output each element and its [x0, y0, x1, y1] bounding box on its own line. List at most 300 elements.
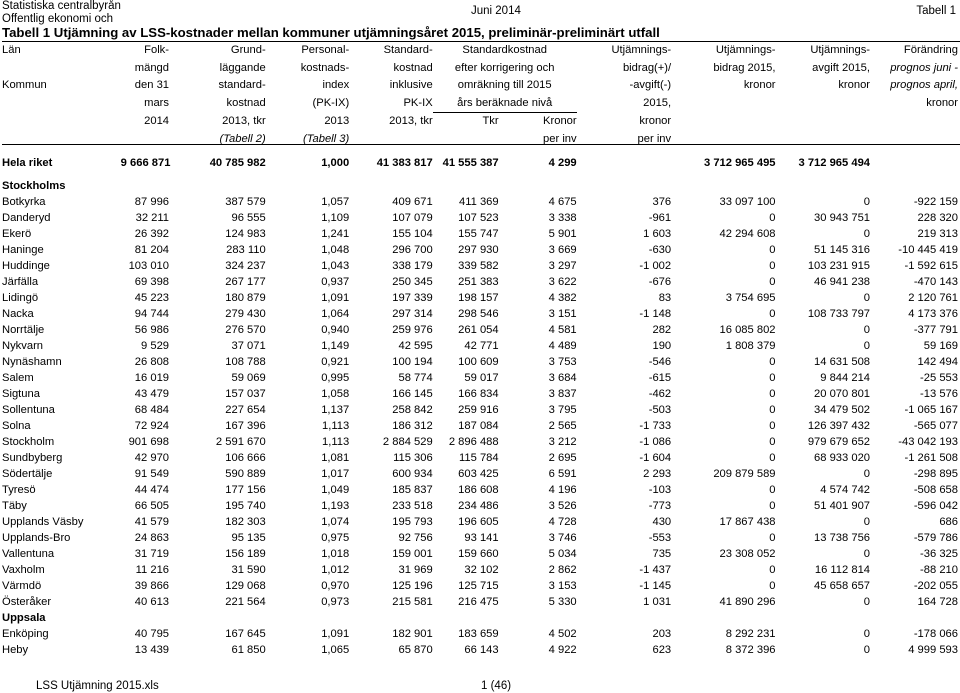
value-cell: 37 071	[231, 340, 266, 352]
value-cell: 9 666 871	[120, 157, 171, 169]
header-row	[2, 77, 958, 95]
value-cell: 215 581	[392, 596, 433, 608]
value-cell: 2 591 670	[215, 436, 266, 448]
municipality-name: Nykvarn	[2, 340, 44, 352]
spacer-cell	[2, 148, 958, 155]
value-cell: 180 879	[225, 292, 266, 304]
table-row	[2, 450, 958, 466]
header-cell-tkr: Tkr	[482, 115, 499, 127]
value-cell: 234 486	[458, 500, 499, 512]
value-cell: 155 104	[392, 228, 433, 240]
value-cell: 283 110	[226, 244, 266, 256]
value-cell: -462	[648, 388, 672, 400]
value-cell: 42 771	[464, 340, 499, 352]
value-cell: 6 591	[548, 468, 577, 480]
value-cell: 68 933 020	[814, 452, 871, 464]
value-cell: -961	[648, 212, 672, 224]
municipality-name: Sollentuna	[2, 404, 55, 416]
value-cell: 3 795	[548, 404, 577, 416]
value-cell: 61 850	[231, 644, 266, 656]
value-cell: 296 700	[392, 244, 433, 256]
value-cell: 182 901	[392, 628, 433, 640]
value-cell: 11 216	[135, 564, 170, 576]
value-cell: -676	[648, 276, 672, 288]
value-cell: 125 715	[458, 580, 499, 592]
value-cell: 185 837	[392, 484, 433, 496]
table-row	[2, 306, 958, 322]
county-group-row	[2, 178, 958, 194]
value-cell: 31 969	[398, 564, 433, 576]
table-body	[2, 148, 958, 658]
value-cell: 42 595	[398, 340, 433, 352]
value-cell: 686	[939, 516, 958, 528]
value-cell: 2 120 761	[908, 292, 958, 304]
header-cell-personalkostnadsindex: (PK-IX)	[312, 96, 350, 109]
value-cell: 0	[769, 308, 776, 320]
value-cell: 251 383	[458, 276, 499, 288]
municipality-name: Sundbyberg	[2, 452, 63, 464]
value-cell: -1 145	[639, 580, 672, 592]
value-cell: 3 712 965 494	[798, 157, 871, 169]
value-cell: -1 261 508	[904, 452, 958, 464]
value-cell: -773	[648, 500, 672, 512]
value-cell: 0	[863, 292, 871, 304]
value-cell: 623	[652, 644, 672, 656]
header-cell-utjamningsbidrag: bidrag 2015,	[713, 61, 776, 74]
value-cell: 3 338	[548, 212, 577, 224]
value-cell: 42 970	[134, 452, 170, 464]
value-cell: 0	[863, 516, 871, 528]
municipality-name: Täby	[2, 500, 27, 512]
value-cell: 183 659	[458, 628, 499, 640]
value-cell: 23 308 052	[719, 548, 776, 560]
value-cell: 0	[769, 452, 776, 464]
municipality-name: Botkyrka	[2, 196, 46, 208]
value-cell: -1 437	[639, 564, 672, 576]
table-row	[2, 530, 958, 546]
value-cell: -508 658	[913, 484, 958, 496]
table-row	[2, 354, 958, 370]
municipality-name: Heby	[2, 644, 29, 656]
value-cell: 3 837	[548, 388, 577, 400]
spacer-cell	[2, 171, 958, 178]
value-cell: 177 156	[225, 484, 266, 496]
value-cell: -503	[648, 404, 672, 416]
table-row	[2, 258, 958, 274]
value-cell: 735	[652, 548, 672, 560]
value-cell: 276 570	[225, 324, 266, 336]
value-cell: 338 179	[392, 260, 433, 272]
header-cell-utjamningsbidrag: Utjämnings-	[715, 44, 776, 56]
value-cell: 186 312	[392, 420, 433, 432]
value-cell: 155 747	[458, 228, 499, 240]
value-cell: 5 330	[548, 596, 577, 608]
value-cell: 33 097 100	[719, 196, 776, 208]
value-cell: 216 475	[458, 596, 499, 608]
value-cell: 157 037	[225, 388, 266, 400]
value-cell: 4 173 376	[908, 308, 958, 320]
value-cell: 3 754 695	[725, 292, 776, 304]
value-cell	[577, 155, 672, 171]
municipality-name: Haninge	[2, 244, 44, 256]
value-cell: 3 684	[548, 372, 577, 384]
municipality-name: Sigtuna	[2, 388, 40, 400]
value-cell: 41 383 817	[376, 157, 433, 169]
value-cell: 1,018	[321, 548, 350, 560]
value-cell: 31 590	[231, 564, 266, 576]
value-cell: 1,113	[322, 436, 350, 448]
value-cell: 167 396	[225, 420, 266, 432]
value-cell: 1,241	[321, 228, 350, 240]
footer-page-number: 1 (46)	[481, 680, 512, 692]
value-cell: 298 546	[458, 308, 499, 320]
municipality-name: Upplands-Bro	[2, 532, 71, 544]
value-cell: 0,970	[321, 580, 350, 592]
header-cell-personalkostnadsindex: kostnads-	[300, 61, 350, 74]
value-cell: 1,149	[321, 340, 350, 352]
value-cell: 17 867 438	[719, 516, 776, 528]
value-cell: 0,940	[321, 324, 350, 336]
spacer-row	[2, 148, 958, 155]
value-cell: 9 844 214	[820, 372, 871, 384]
header-cell-utjamningsavgift	[776, 95, 871, 113]
value-cell: 93 141	[464, 532, 499, 544]
value-cell: 1,091	[321, 292, 350, 304]
value-cell: 186 608	[458, 484, 499, 496]
header-cell-lan-kommun	[2, 113, 121, 131]
value-cell: 59 169	[923, 340, 958, 352]
value-cell: 0	[769, 260, 776, 272]
value-cell: -13 576	[920, 388, 958, 400]
table-row	[2, 242, 958, 258]
county-name: Stockholms	[2, 180, 66, 192]
value-cell: 167 645	[225, 628, 266, 640]
value-cell: 8 292 231	[725, 628, 776, 640]
value-cell: 59 069	[231, 372, 266, 384]
value-cell: -298 895	[913, 468, 958, 480]
county-name: Uppsala	[2, 612, 46, 624]
municipality-name: Ekerö	[2, 228, 32, 240]
value-cell: 8 372 396	[725, 644, 776, 656]
table-row	[2, 418, 958, 434]
value-cell: -579 786	[913, 532, 958, 544]
value-cell: 69 398	[134, 276, 170, 288]
municipality-name: Vallentuna	[2, 548, 55, 560]
value-cell: 0	[769, 564, 776, 576]
value-cell: 221 564	[225, 596, 266, 608]
value-cell: 65 870	[398, 644, 433, 656]
header-cell-utjamningsbidrag	[671, 95, 775, 113]
header-row	[2, 113, 958, 131]
value-cell: 3 669	[548, 244, 577, 256]
value-cell: 4 196	[548, 484, 577, 496]
value-cell: 1,057	[321, 196, 350, 208]
value-cell: 1,064	[321, 308, 350, 320]
header-cell-folkmangd: mängd	[134, 61, 170, 74]
value-cell: 103 010	[128, 260, 170, 272]
value-cell: 4 675	[548, 196, 577, 208]
value-cell: 0	[769, 500, 776, 512]
header-cell-personalkostnadsindex: Personal-	[301, 44, 350, 56]
value-cell: 100 609	[458, 356, 499, 368]
value-cell: 108 733 797	[807, 308, 871, 320]
header-cell-standardkostnad: Standard-	[383, 44, 433, 56]
header-cell-grundlaggande: standard-	[218, 79, 266, 91]
value-cell: 124 983	[225, 228, 266, 240]
value-cell: 30 943 751	[814, 212, 871, 224]
total-row	[2, 155, 958, 171]
value-cell: -202 055	[913, 580, 958, 592]
value-cell: 195 793	[392, 516, 433, 528]
value-cell: 279 430	[225, 308, 266, 320]
value-cell: 4 299	[548, 157, 577, 169]
value-cell: 1,137	[321, 404, 350, 416]
value-cell: 0	[863, 340, 871, 352]
value-cell: 190	[652, 340, 672, 352]
value-cell: 0	[769, 420, 776, 432]
value-cell: 182 303	[225, 516, 266, 528]
value-cell: 51 401 907	[814, 500, 871, 512]
value-cell: 4 489	[548, 340, 577, 352]
value-cell: 209 879 589	[713, 468, 776, 480]
value-cell: 40 795	[134, 628, 170, 640]
value-cell: 0	[863, 196, 871, 208]
value-cell: -1 733	[639, 420, 672, 432]
value-cell: -553	[648, 532, 672, 544]
county-group-row	[2, 610, 958, 626]
municipality-name: Hela riket	[2, 157, 53, 169]
header-cell-forandring: Förändring	[903, 44, 958, 56]
header-cell-utjamningsbidrag-avgift: kronor	[639, 114, 672, 127]
value-cell: 91 549	[134, 468, 170, 480]
value-cell: 66 143	[464, 644, 499, 656]
value-cell: 2 896 488	[448, 436, 499, 448]
value-cell: 267 177	[225, 276, 266, 288]
header-cell-utjamningsbidrag-avgift: Utjämnings-	[611, 44, 672, 56]
value-cell: 0,921	[321, 356, 350, 368]
municipality-name: Österåker	[2, 596, 52, 608]
table-row	[2, 562, 958, 578]
header-cell-grundlaggande: kostnad	[226, 96, 266, 109]
header-cell-grundlaggande: Grund-	[230, 44, 266, 56]
municipality-name: Salem	[2, 372, 34, 384]
value-cell: 3 746	[548, 532, 577, 544]
value-cell: 3 712 965 495	[703, 157, 776, 169]
header-cell-forandring: prognos april,	[890, 79, 958, 91]
header-cell-tkr	[433, 131, 499, 149]
value-cell: 13 439	[134, 644, 170, 656]
header-cell-utjamningsavgift: avgift 2015,	[812, 61, 871, 74]
table-row	[2, 370, 958, 386]
value-cell: 32 102	[464, 564, 499, 576]
value-cell: 0,937	[321, 276, 350, 288]
municipality-name: Södertälje	[2, 468, 53, 480]
value-cell: 72 924	[134, 420, 170, 432]
table-header	[2, 42, 958, 148]
value-cell: 411 369	[459, 196, 499, 208]
value-cell: 0	[769, 276, 776, 288]
table-row	[2, 594, 958, 610]
value-cell: 1,000	[321, 157, 350, 169]
value-cell: 324 237	[225, 260, 266, 272]
header-cell-standardkostnad: PK-IX	[403, 96, 433, 109]
value-cell: 1,074	[321, 516, 350, 528]
value-cell: 96 555	[231, 212, 266, 224]
value-cell: 83	[658, 292, 672, 304]
value-cell: -1 002	[639, 260, 672, 272]
value-cell: 95 135	[231, 532, 266, 544]
value-cell: 2 695	[548, 452, 577, 464]
value-cell: 41 555 387	[442, 157, 499, 169]
header-cell-grundlaggande: (Tabell 2)	[219, 132, 266, 145]
header-row	[2, 131, 958, 149]
table-row	[2, 194, 958, 210]
header-cell-forandring: kronor	[926, 96, 958, 109]
value-cell: -1 065 167	[904, 404, 958, 416]
value-cell: 4 581	[548, 324, 577, 336]
value-cell: 901 698	[128, 436, 170, 448]
header-cell-utjamningsavgift	[776, 113, 871, 131]
header-row	[2, 60, 958, 78]
value-cell: 0	[863, 644, 871, 656]
value-cell: 159 660	[458, 548, 499, 560]
value-cell: 81 204	[134, 244, 170, 256]
value-cell: -922 159	[913, 196, 958, 208]
value-cell: 1,109	[321, 212, 350, 224]
municipality-name: Stockholm	[2, 436, 55, 448]
header-cell-lan-kommun	[2, 60, 121, 78]
header-cell-forandring	[870, 113, 958, 131]
header-cell-standardkostnad-korrigerad: omräkning till 2015	[457, 79, 552, 91]
value-cell: -596 042	[913, 500, 958, 512]
table-row	[2, 434, 958, 450]
value-cell: -1 086	[639, 436, 672, 448]
value-cell: 34 479 502	[814, 404, 871, 416]
header-cell-kronor-per-inv: Kronor	[543, 115, 577, 127]
value-cell: 58 774	[398, 372, 433, 384]
value-cell: 198 157	[458, 292, 499, 304]
value-cell: 5 901	[548, 228, 577, 240]
value-cell	[870, 155, 958, 171]
value-cell: 51 145 316	[814, 244, 871, 256]
table-row	[2, 578, 958, 594]
table-row	[2, 482, 958, 498]
table-row	[2, 338, 958, 354]
header-cell-lan-kommun: Kommun	[2, 79, 47, 91]
value-cell: 41 890 296	[719, 596, 776, 608]
header-row	[2, 42, 958, 60]
value-cell: 42 294 608	[719, 228, 776, 240]
value-cell: 1,081	[321, 452, 350, 464]
value-cell: 250 345	[392, 276, 433, 288]
value-cell: 166 145	[392, 388, 433, 400]
header-cell-utjamningsbidrag-avgift: -avgift(-)	[629, 79, 672, 91]
table-row	[2, 290, 958, 306]
table-row	[2, 226, 958, 242]
table-row	[2, 498, 958, 514]
value-cell: 0	[863, 324, 871, 336]
value-cell: -1 148	[639, 308, 672, 320]
value-cell: 92 756	[398, 532, 433, 544]
value-cell: -36 325	[920, 548, 958, 560]
value-cell: 0,973	[321, 596, 350, 608]
municipality-name: Solna	[2, 420, 31, 432]
value-cell: 115 784	[459, 452, 499, 464]
value-cell: 0	[769, 532, 776, 544]
header-cell-forandring: prognos juni -	[890, 61, 958, 74]
header-cell-utjamningsavgift: Utjämnings-	[810, 44, 871, 56]
value-cell: 66 505	[134, 500, 170, 512]
table-row	[2, 274, 958, 290]
value-cell: 16 112 814	[814, 564, 871, 576]
value-cell: 31 719	[134, 548, 170, 560]
value-cell: 261 054	[458, 324, 499, 336]
header-cell-folkmangd: Folk-	[144, 44, 170, 56]
value-cell: 4 728	[548, 516, 577, 528]
value-cell: 46 941 238	[814, 276, 871, 288]
value-cell: 339 582	[458, 260, 499, 272]
value-cell: 1,113	[322, 420, 350, 432]
value-cell: 68 484	[134, 404, 170, 416]
header-cell-standardkostnad	[349, 131, 433, 149]
municipality-name: Lidingö	[2, 292, 39, 304]
value-cell: 0	[769, 484, 776, 496]
value-cell: 1,065	[321, 644, 350, 656]
value-cell: 4 502	[548, 628, 577, 640]
table-row	[2, 402, 958, 418]
value-cell: 219 313	[917, 228, 958, 240]
value-cell: 0	[769, 580, 776, 592]
value-cell: 282	[652, 324, 672, 336]
header-cell-grundlaggande: 2013, tkr	[222, 114, 266, 127]
value-cell: 41 579	[134, 516, 170, 528]
value-cell: -103	[648, 484, 672, 496]
value-cell: 1,048	[321, 244, 350, 256]
table-row	[2, 386, 958, 402]
value-cell: 45 223	[134, 292, 170, 304]
value-cell: -630	[648, 244, 672, 256]
value-cell: 142 494	[917, 356, 958, 368]
municipality-name: Vaxholm	[2, 564, 45, 576]
header-cell-utjamningsbidrag-avgift: per inv	[637, 132, 672, 145]
header-cell-utjamningsavgift: kronor	[838, 79, 871, 91]
value-cell: 0	[863, 596, 871, 608]
header-cell-standardkostnad: inklusive	[389, 79, 433, 91]
value-cell: 259 976	[392, 324, 433, 336]
table-row	[2, 626, 958, 642]
header-cell-forandring	[870, 131, 958, 149]
page-title: Tabell 1 Utjämning av LSS-kostnader mellan kommuner utjämningsåret 2015, preliminär-preliminärt utfall	[2, 25, 660, 40]
header-cell-folkmangd: den 31	[134, 79, 170, 91]
value-cell: 3 622	[548, 276, 577, 288]
value-cell: 259 916	[458, 404, 499, 416]
value-cell: 14 631 508	[814, 356, 871, 368]
value-cell: 203	[652, 628, 672, 640]
value-cell: 387 579	[225, 196, 266, 208]
header-cell-utjamningsbidrag: kronor	[743, 79, 776, 91]
value-cell: 107 079	[392, 212, 433, 224]
value-cell: 1,058	[321, 388, 350, 400]
value-cell: 39 866	[134, 580, 170, 592]
value-cell: 126 397 432	[807, 420, 871, 432]
value-cell: 195 740	[225, 500, 266, 512]
value-cell: 3 153	[548, 580, 577, 592]
header-cell-utjamningsbidrag-avgift: 2015,	[643, 96, 672, 109]
value-cell: 115 306	[393, 452, 433, 464]
value-cell: 187 084	[458, 420, 499, 432]
header-cell-folkmangd: mars	[144, 96, 170, 109]
table-row	[2, 642, 958, 658]
